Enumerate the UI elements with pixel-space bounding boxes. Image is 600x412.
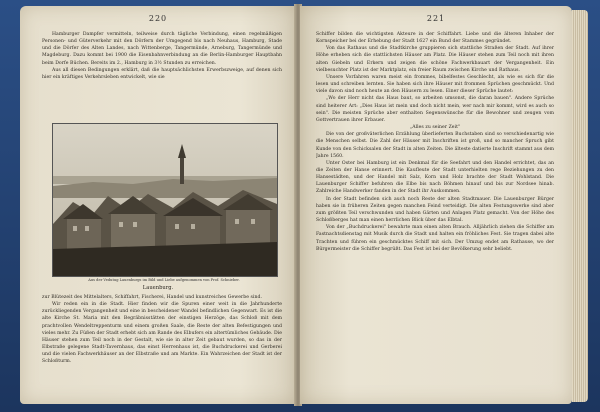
- right-page: [300, 6, 572, 404]
- left-page-number: 220: [148, 14, 168, 23]
- town-illustration: [52, 123, 278, 277]
- paragraph: „Wo der Herr nicht das Haus baut, so arbeiten umsonst, die daran bauen". Andere Sprüche sind heiterer Art: „Dies Haus ist mein und doch nicht mein, wer nach mir kommt, wird es auch so sein". Die meisten Sprüche aber enthalten Segenswünsche für die Bewohner und zeugen vom Gottvertrauen ihrer Erbauer.: [316, 96, 554, 123]
- paragraph: zur Blütezeit des Mittelalters, Schiffahrt, Fischerei, Handel und kunstreiches Gewerbe sind.: [42, 295, 262, 300]
- paragraph: Von der „Buchdruckerei" bewahrte man einen alten Brauch. Alljährlich ziehen die Schiffer am Fastnachtsdienstag mit Musik durch die Stadt und halten ein fröhliches Fest. Sie tragen dabei alte Trachten und führen ein geschmücktes Schiff mit sich. Der Umzug endet am Rathause, wo der Bürgermeister die Schiffer begrüßt. Das Fest ist bei der Bevölkerung sehr beliebt.: [316, 225, 554, 252]
- paragraph: Von das Rathaus und die Stadtkirche gruppieren sich stattliche Straßen der Stadt. Auf ihrer Höhe erheben sich die stattlichsten Häuser am Platz. Die Häuser stehen zum Teil noch mit ihren alten Giebeln und Erkern und zeigen die schöne Fachwerkbauart der Vergangenheit. Ein vielbesuchter Platz ist der Marktplatz, ein freier Raum zwischen Kirche und Rathaus.: [316, 46, 554, 73]
- motto-line: „Alles zu seiner Zeit": [409, 125, 461, 131]
- illustration-label: Lauenburg.: [142, 285, 174, 291]
- right-page-number: 221: [426, 14, 446, 23]
- page-edges: [572, 10, 588, 402]
- paragraph: In der Stadt befinden sich auch noch Reste der alten Stadtmauer. Die Lauenburger Bürger haben sie in früheren Zeiten gegen manchen Feind verteidigt. Die alten Festungswerke sind aber zum größten Teil verschwunden und haben Gärten und Anlagen Platz gemacht. Von der Höhe des Schloßberges hat man einen herrlichen Blick über das Elbtal.: [316, 196, 554, 224]
- paragraph: Unter Oster bei Hamburg ist ein Denkmal für die Seefahrt und den Handel errichtet, das an die Zeiten der Hanse erinnert. Die Kaufleute der Stadt unterhielten rege Beziehungen zu den Hansestädten, und der Handel mit Salz, Korn und Holz brachte der Stadt Wohlstand. Die Lauenburger Schiffer befuhren die Elbe bis nach Böhmen hinauf und bis zur Nordsee hinab. Zahlreiche Handwerker fanden in der Stadt ihr Auskommen.: [316, 160, 554, 195]
- paragraph: Die von der großväterlichen Erzählung überlieferten Buchstaben sind so verschiedenartig wie die Menschen selbst. Die Zahl der Häuser mit Inschriften ist groß, und so mancher Spruch gibt Kunde von den Schicksalen der Stadt in alten Zeiten. Die älteste datierte Inschrift stammt aus dem Jahre 1560.: [316, 132, 554, 159]
- town-view-image: [53, 124, 277, 276]
- left-top-text: [42, 31, 282, 121]
- paragraph: Wir reden ein in die Stadt. Hier finden wir die Spuren einer weit in die Jahrhunderte zurückliegenden Vergangenheit und eine in bescheidener Wandel befindlichen Gegenwart. Es ist die alte Kirche St. Maria mit den Begräbnisstätten der einstigen Herzöge, das Schloß mit dem prachtvollen Wendeltreppenturm und einem großen Saale, die Reste der alten Befestigungen und vieles mehr. Zu Füßen der Stadt erhebt sich am Rande des Elbufers ein altertümliches Gebäude. Die Häuser stehen zum Teil noch in der Gestalt, wie sie in alter Zeit gebaut wurden, so das in der Elbstraße gelegene Stadt-Tavernhaus, das einst Herrenhaus ist, die Buchdruckerei und Gerberei und die vielen Fachwerkhäuser an der Elbstraße und am Markte. Ein Wahrzeichen der Stadt ist der Schloßturm.: [42, 302, 282, 365]
- paragraph: Schiffer bilden die wichtigsten Akteure in der Schiffahrt. Liebe und die älteren Inhaber der Kornspeicher bei der Erhebung der Stadt 1627 ein Bund der Stammes gegründet.: [316, 32, 554, 45]
- paragraph: Unsere Vorfahren waren meist ein frommes, bibelfestes Geschlecht, als wie es sich für die lesen und schreiben lernten. Sie haben sich ihre Häuser mit frommen Sprüchen geschmückt. Und viele davon sind noch heute an den Häusern zu lesen. Einer dieser Sprüche lautet:: [316, 74, 554, 95]
- paragraph: Aus all diesen Bedingungen erklärt, daß die hauptsächlichsten Erwerbszweige, auf denen sich hier ein kräftiges Verkehrsleben entwickelt, wie sie: [42, 67, 282, 80]
- left-bottom-text: [42, 294, 282, 400]
- left-page: [20, 6, 296, 404]
- paragraph: Hamburger Dampfer vermitteln, teilweise durch tägliche Verbindung, einen regelmäßigen Personen- und Güterverkehr mit den Dörfern der Umgegend bis nach Neuhaus, Hamburg, Stade und die Dörfer des Alten Landes, nach Wittenberge, Tangermünde, Arneburg, Tangermünde und Magdeburg. Dazu kommt bei 1900 die Eisenbahnverbindung an die Berlin-Hamburger Hauptbahn beim Dorfe Büchen. Bereits im 2., Hamburg in 3½ Stunden zu erreichen.: [42, 32, 282, 66]
- illustration-caption: Aus der Vedutug Lauenburgs im Bild und Liebe aufgenommen von Prof. Schnieber.: [88, 278, 240, 282]
- right-text: [316, 31, 554, 399]
